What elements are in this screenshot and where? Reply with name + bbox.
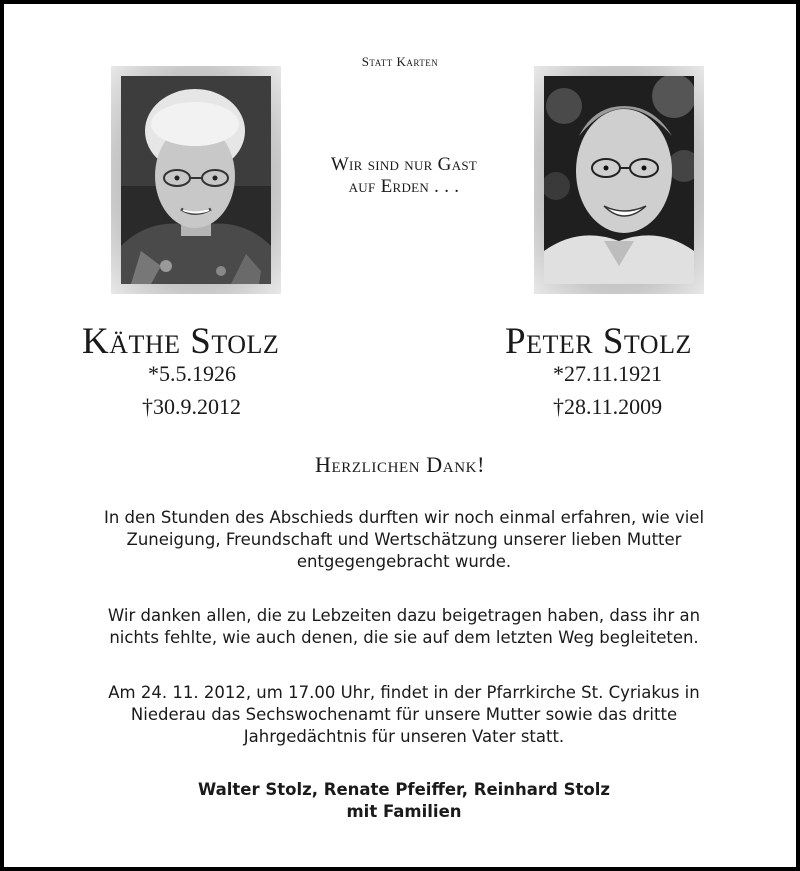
motto-line-2: auf Erden . . .: [348, 176, 460, 197]
paragraph-2-line-2: nichts fehlte, wie auch denen, die sie auf dem letzten Weg begleiteten.: [109, 628, 699, 647]
signature-line-1: Walter Stolz, Renate Pfeiffer, Reinhard Stolz: [198, 780, 610, 799]
paragraph-3-line-2: Niederau das Sechswochenamt für unsere Mutter sowie das dritte: [130, 705, 678, 724]
header-label: Statt Karten: [361, 54, 439, 69]
paragraph-3-line-1: Am 24. 11. 2012, um 17.00 Uhr, findet in der Pfarrkirche St. Cyriakus in: [108, 683, 700, 702]
signature: [64, 779, 744, 823]
left-person-name: Käthe Stolz: [82, 321, 280, 362]
portrait-woman: [121, 76, 271, 284]
portrait-man: [544, 76, 694, 284]
paragraph-1-line-2: Zuneigung, Freundschaft und Wertschätzung unserer lieben Mutter: [126, 530, 682, 549]
paragraph-1-line-3: entgegengebracht wurde.: [296, 552, 512, 571]
paragraph-3-line-3: Jahrgedächtnis für unseren Vater statt.: [243, 727, 565, 746]
paragraph-2: [64, 605, 744, 649]
paragraph-3: [64, 682, 744, 748]
right-photo-frame: [534, 66, 704, 294]
right-person-born: *27.11.1921: [553, 361, 663, 386]
left-person-born: *5.5.1926: [148, 361, 236, 386]
motto: [254, 154, 554, 198]
left-person-died: †30.9.2012: [142, 394, 241, 419]
thanks-heading: Herzlichen Dank!: [314, 452, 486, 477]
paragraph-1: [64, 507, 744, 573]
signature-line-2: mit Familien: [346, 802, 462, 821]
right-person-name: Peter Stolz: [505, 321, 692, 362]
paragraph-2-line-1: Wir danken allen, die zu Lebzeiten dazu beigetragen haben, dass ihr an: [107, 606, 701, 625]
right-person-died: †28.11.2009: [553, 394, 663, 419]
motto-line-1: Wir sind nur Gast: [330, 154, 478, 175]
paragraph-1-line-1: In den Stunden des Abschieds durften wir noch einmal erfahren, wie viel: [103, 508, 705, 527]
